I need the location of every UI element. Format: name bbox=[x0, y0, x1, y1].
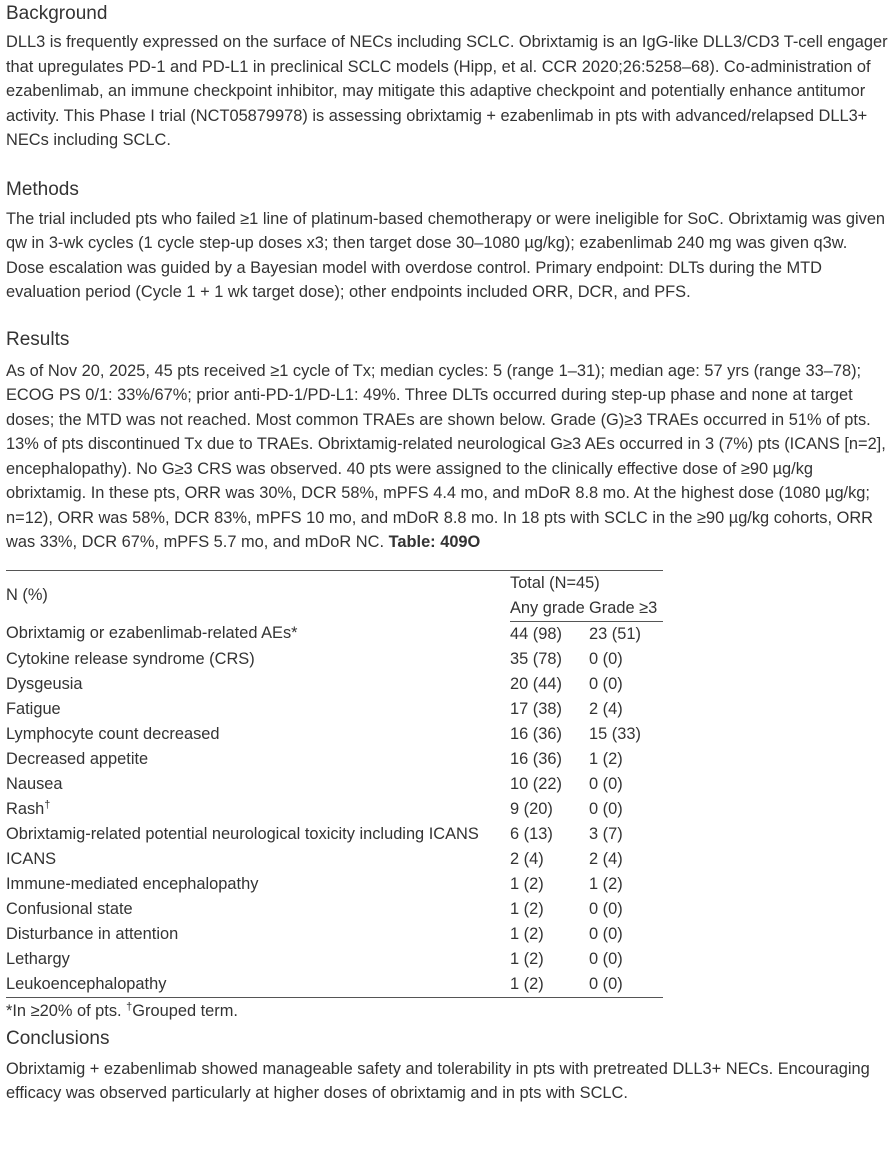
table-row bbox=[6, 872, 663, 897]
ae-term-cell bbox=[6, 697, 510, 722]
table-row bbox=[6, 847, 663, 872]
ae-term-label: Fatigue bbox=[6, 699, 61, 718]
any-grade-cell: 1 (2) bbox=[510, 874, 544, 893]
table-tag: Table: 409O bbox=[388, 533, 481, 551]
grade3-cell: 0 (0) bbox=[589, 899, 623, 918]
ae-term-cell bbox=[6, 672, 510, 697]
any-grade-cell: 10 (22) bbox=[510, 774, 562, 793]
results-paragraph bbox=[6, 359, 890, 555]
methods-heading: Methods bbox=[6, 178, 79, 200]
ae-term-cell bbox=[6, 872, 510, 897]
ae-term-cell bbox=[6, 647, 510, 672]
ae-term-label: Confusional state bbox=[6, 899, 133, 918]
grade3-cell: 2 (4) bbox=[589, 699, 623, 718]
any-grade-cell: 1 (2) bbox=[510, 924, 544, 943]
ae-term-cell bbox=[6, 797, 510, 822]
results-heading: Results bbox=[6, 328, 70, 350]
any-grade-cell: 16 (36) bbox=[510, 749, 562, 768]
ae-term-cell bbox=[6, 747, 510, 772]
table-row bbox=[6, 897, 663, 922]
background-paragraph: DLL3 is frequently expressed on the surface of NECs including SCLC. Obrixtamig is an IgG-like DLL3/CD3 T-cell engager that upregulates PD-1 and PD-L1 in preclinical SCLC models (Hipp, et al. CCR 2020;26:5258–68). Co-administration of ezabenlimab, an immune checkpoint inhibitor, may mitigate this adaptive checkpoint and potentially enhance antitumor activity. This Phase I trial (NCT05879978) is assessing obrixtamig + ezabenlimab in pts with advanced/relapsed DLL3+ NECs including SCLC. bbox=[6, 33, 888, 149]
ae-term-cell bbox=[6, 722, 510, 747]
grade3-cell: 1 (2) bbox=[589, 874, 623, 893]
table-footnote bbox=[6, 999, 890, 1023]
grade3-cell: 23 (51) bbox=[589, 624, 641, 643]
ae-term-label: Nausea bbox=[6, 774, 63, 793]
grade3-cell: 1 (2) bbox=[589, 749, 623, 768]
grade3-cell: 2 (4) bbox=[589, 849, 623, 868]
any-grade-cell: 6 (13) bbox=[510, 824, 553, 843]
ae-term-label: Leukoencephalopathy bbox=[6, 974, 167, 993]
ae-term-cell bbox=[6, 621, 510, 647]
ae-term-label: Immune-mediated encephalopathy bbox=[6, 874, 259, 893]
group-header-cell: Total (N=45) bbox=[510, 570, 663, 596]
row-header-cell: N (%) bbox=[6, 570, 510, 621]
table-row bbox=[6, 772, 663, 797]
grade3-cell: 0 (0) bbox=[589, 949, 623, 968]
conclusions-heading: Conclusions bbox=[6, 1027, 110, 1049]
any-grade-cell: 2 (4) bbox=[510, 849, 544, 868]
any-grade-cell: 17 (38) bbox=[510, 699, 562, 718]
any-grade-cell: 35 (78) bbox=[510, 649, 562, 668]
grade3-cell: 3 (7) bbox=[589, 824, 623, 843]
table-row bbox=[6, 722, 663, 747]
ae-term-cell bbox=[6, 772, 510, 797]
table-row bbox=[6, 621, 663, 647]
ae-term-label: Disturbance in attention bbox=[6, 924, 179, 943]
any-grade-cell: 20 (44) bbox=[510, 674, 562, 693]
grade3-cell: 0 (0) bbox=[589, 799, 623, 818]
table-row bbox=[6, 747, 663, 772]
background-heading: Background bbox=[6, 3, 108, 24]
footnote-a: *In ≥20% of pts. bbox=[6, 1001, 127, 1020]
any-grade-cell: 1 (2) bbox=[510, 899, 544, 918]
any-grade-cell: 44 (98) bbox=[510, 624, 562, 643]
table-row bbox=[6, 647, 663, 672]
ae-term-label: Dysgeusia bbox=[6, 674, 83, 693]
any-grade-header: Any grade bbox=[510, 596, 589, 622]
table-row bbox=[6, 972, 663, 998]
ae-term-footnote-mark: † bbox=[44, 798, 51, 811]
table-row bbox=[6, 822, 663, 847]
ae-term-cell bbox=[6, 922, 510, 947]
ae-term-label: Obrixtamig or ezabenlimab-related AEs* bbox=[6, 624, 298, 643]
results-text: As of Nov 20, 2025, 45 pts received ≥1 cycle of Tx; median cycles: 5 (range 1–31); median age: 57 yrs (range 33–78); ECOG PS 0/1: 33%/67%; prior anti-PD-1/PD-L1: 49%. Three DLTs occurred during step-up phase and none at target doses; the MTD was not reached. Most common TRAEs are shown below. Grade (G)≥3 TRAEs occurred in 51% of pts. 13% of pts discontinued Tx due to TRAEs. Obrixtamig-related neurological G≥3 AEs occurred in 3 (7%) pts (ICANS [n=2], encephalopathy). No G≥3 CRS was observed. 40 pts were assigned to the clinically effective dose of ≥90 µg/kg obrixtamig. In these pts, ORR was 30%, DCR 58%, mPFS 4.4 mo, and mDoR 8.8 mo. At the highest dose (1080 µg/kg; n=12), ORR was 58%, DCR 83%, mPFS 10 mo, and mDoR 8.8 mo. In 18 pts with SCLC in the ≥90 µg/kg cohorts, ORR was 33%, DCR 67%, mPFS 5.7 mo, and mDoR NC. bbox=[6, 361, 886, 551]
ae-term-label: ICANS bbox=[6, 849, 57, 868]
any-grade-cell: 1 (2) bbox=[510, 972, 589, 998]
any-grade-cell: 1 (2) bbox=[510, 949, 544, 968]
footnote-b: Grouped term. bbox=[132, 1001, 238, 1020]
ae-term-label: Obrixtamig-related potential neurological toxicity including ICANS bbox=[6, 824, 479, 843]
footnote-dagger: † bbox=[126, 1000, 133, 1013]
ae-term-label: Cytokine release syndrome (CRS) bbox=[6, 649, 255, 668]
ae-term-cell bbox=[6, 822, 510, 847]
ae-term-cell bbox=[6, 897, 510, 922]
ae-term-label: Lethargy bbox=[6, 949, 70, 968]
ae-term-cell bbox=[6, 947, 510, 972]
conclusions-paragraph: Obrixtamig + ezabenlimab showed manageable safety and tolerability in pts with pretreated DLL3+ NECs. Encouraging efficacy was observed particularly at higher doses of obrixtamig and in pts with SCLC. bbox=[6, 1059, 870, 1102]
table-row bbox=[6, 797, 663, 822]
table-row bbox=[6, 947, 663, 972]
grade3-cell: 0 (0) bbox=[589, 774, 623, 793]
grade3-cell: 0 (0) bbox=[589, 649, 623, 668]
table-row bbox=[6, 672, 663, 697]
table-header-row bbox=[6, 570, 663, 596]
table-row bbox=[6, 922, 663, 947]
ae-term-label: Rash bbox=[6, 799, 45, 818]
ae-term-label: Decreased appetite bbox=[6, 749, 149, 768]
grade3-header: Grade ≥3 bbox=[589, 596, 663, 622]
grade3-cell: 0 (0) bbox=[589, 924, 623, 943]
any-grade-cell: 9 (20) bbox=[510, 799, 553, 818]
any-grade-cell: 16 (36) bbox=[510, 724, 562, 743]
grade3-cell: 0 (0) bbox=[589, 674, 623, 693]
grade3-cell: 0 (0) bbox=[589, 972, 663, 998]
ae-term-label: Lymphocyte count decreased bbox=[6, 724, 220, 743]
table-row bbox=[6, 697, 663, 722]
ae-term-cell bbox=[6, 972, 510, 998]
adverse-events-table bbox=[6, 570, 663, 998]
ae-term-cell bbox=[6, 847, 510, 872]
methods-paragraph: The trial included pts who failed ≥1 line of platinum-based chemotherapy or were ineligible for SoC. Obrixtamig was given qw in 3-wk cycles (1 cycle step-up doses x3; then target dose 30–1080 µg/kg); ezabenlimab 240 mg was given q3w. Dose escalation was guided by a Bayesian model with overdose control. Primary endpoint: DLTs during the MTD evaluation period (Cycle 1 + 1 wk target dose); other endpoints included ORR, DCR, and PFS. bbox=[6, 209, 886, 301]
grade3-cell: 15 (33) bbox=[589, 724, 641, 743]
